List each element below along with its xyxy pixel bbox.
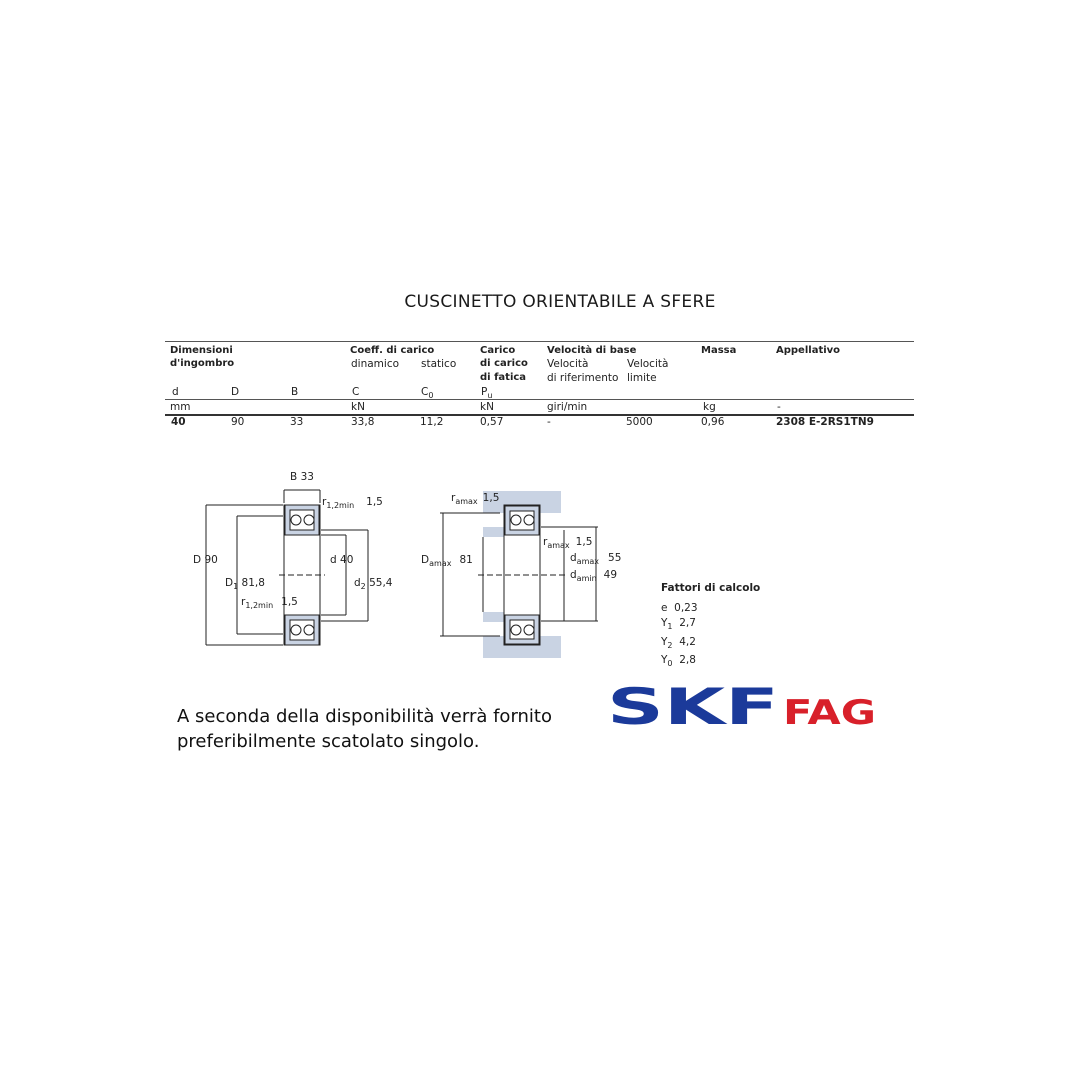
- unit-appellativo: -: [777, 401, 781, 413]
- header-velocita: Velocità di base: [547, 345, 637, 356]
- unit-mm: mm: [170, 401, 191, 413]
- dim-ra-side-label: $r_{amax}$ 1,5: [543, 536, 593, 551]
- header-vel-rif-2: di riferimento: [547, 372, 619, 384]
- header-dinamico: dinamico: [351, 358, 400, 370]
- dim-r-top-label: $r_{1,2min}$ 1,5: [322, 496, 383, 511]
- dim-d-label: d 40: [330, 554, 354, 566]
- dim-Da-label: $D_{amax}$ 81: [421, 554, 473, 569]
- header-dimensioni-1: Dimensioni: [170, 345, 233, 356]
- value-C0: 11,2: [420, 416, 444, 428]
- header-massa: Massa: [701, 345, 737, 356]
- header-statico: statico: [421, 358, 457, 370]
- dim-r-bottom-label: $r_{1,2min}$ 1,5: [241, 596, 298, 611]
- symbol-C: C: [352, 386, 360, 398]
- value-vel-lim: 5000: [626, 416, 653, 428]
- calc-factors-title: Fattori di calcolo: [661, 582, 761, 594]
- dim-ra-top-label: $r_{amax}$ 1,5: [451, 492, 500, 507]
- availability-note: [177, 704, 552, 754]
- unit-kg: kg: [703, 401, 716, 413]
- dim-D-label: D 90: [193, 554, 218, 566]
- header-appellativo: Appellativo: [776, 345, 841, 356]
- skf-logo: [607, 682, 782, 728]
- symbol-d: d: [172, 386, 179, 398]
- header-vel-rif-1: Velocità: [547, 358, 589, 370]
- dim-damin-label: $d_{amin}$ 49: [570, 569, 618, 584]
- skf-logo-text: SKF: [607, 682, 779, 728]
- value-Pu: 0,57: [480, 416, 504, 428]
- header-carico-2: di carico: [480, 358, 528, 369]
- value-vel-rif: -: [547, 416, 551, 428]
- dim-B-label: B 33: [290, 471, 314, 483]
- dim-D1-label: $D_1$ 81,8: [225, 577, 265, 592]
- note-line-1: A seconda della disponibilità verrà fornito: [177, 706, 553, 727]
- value-d: 40: [171, 416, 186, 428]
- calc-factors: [661, 581, 760, 672]
- fag-logo-text: FAG: [783, 693, 876, 728]
- value-massa: 0,96: [701, 416, 725, 428]
- symbol-B: B: [291, 386, 299, 398]
- value-C: 33,8: [351, 416, 375, 428]
- factor-Y0: $Y_0$ 2,8: [661, 654, 696, 669]
- symbol-D: D: [231, 386, 240, 398]
- factor-Y1: $Y_1$ 2,7: [661, 617, 696, 632]
- symbol-C0: $C_0$: [421, 386, 434, 401]
- unit-kn-2: kN: [480, 401, 494, 413]
- factor-Y2: $Y_2$ 4,2: [661, 635, 696, 650]
- unit-giri: giri/min: [547, 401, 588, 413]
- left-bearing-section: [206, 490, 368, 645]
- fag-logo: [783, 692, 878, 728]
- header-carico-1: Carico: [480, 345, 516, 356]
- header-coeff: Coeff. di carico: [350, 345, 435, 356]
- factor-e: e 0,23: [661, 601, 698, 614]
- dim-damax-label: $d_{amax}$ 55: [570, 552, 622, 567]
- value-D: 90: [231, 416, 245, 428]
- value-B: 33: [290, 416, 304, 428]
- unit-kn-1: kN: [351, 401, 365, 413]
- symbol-Pu: $P_u$: [481, 386, 493, 401]
- page-title: CUSCINETTO ORIENTABILE A SFERE: [404, 292, 716, 312]
- header-carico-3: di fatica: [480, 372, 527, 383]
- value-appellativo: 2308 E-2RS1TN9: [776, 416, 874, 428]
- dim-d2-label: $d_2$ 55,4: [354, 577, 393, 592]
- header-vel-lim-2: limite: [627, 372, 657, 384]
- header-vel-lim-1: Velocità: [627, 358, 669, 370]
- note-line-2: preferibilmente scatolato singolo.: [177, 731, 480, 752]
- header-dimensioni-2: d'ingombro: [170, 358, 235, 369]
